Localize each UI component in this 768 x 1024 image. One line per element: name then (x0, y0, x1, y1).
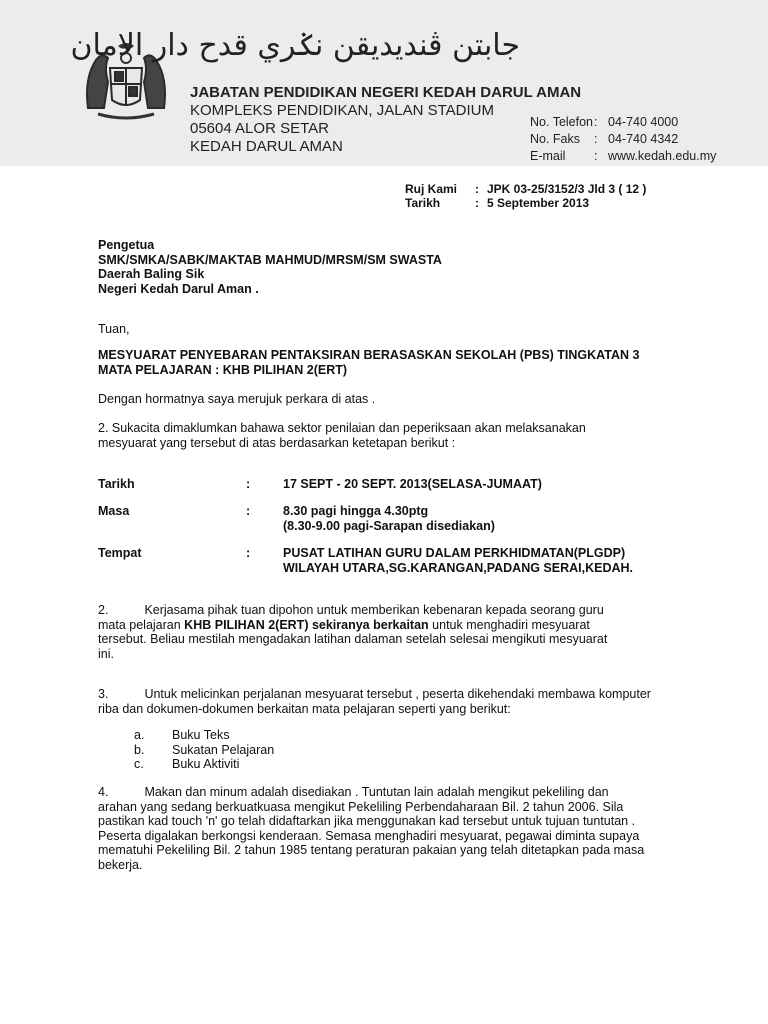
reference-separator: : (475, 182, 479, 196)
detail-key: Tarikh (98, 477, 135, 491)
reference-value: JPK 03-25/3152/3 Jld 3 ( 12 ) (487, 182, 647, 196)
intro-text: Dengan hormatnya saya merujuk perkara di atas . (98, 392, 376, 406)
list-marker: b. (134, 742, 145, 757)
contact-row (530, 131, 716, 148)
recipient-line: Pengetua (98, 238, 155, 252)
recipient-line: SMK/SMKA/SABK/MAKTAB MAHMUD/MRSM/SM SWASTA (98, 252, 442, 267)
paragraph-2 (98, 603, 607, 661)
detail-value: WILAYAH UTARA,SG.KARANGAN,PADANG SERAI,KEDAH. (283, 560, 634, 575)
list-marker: a. (134, 728, 145, 742)
paragraph-line: tersebut. Beliau mestilah mengadakan latihan dalaman setelah selesai mengikuti mesyuarat (98, 632, 608, 646)
detail-value: 17 SEPT - 20 SEPT. 2013(SELASA-JUMAAT) (283, 477, 542, 491)
contact-label: No. Telefon (530, 115, 594, 129)
contact-value: 04-740 4342 (608, 132, 679, 146)
address-line: KEDAH DARUL AMAN (190, 138, 343, 155)
list-item (134, 743, 274, 758)
list-item (134, 757, 274, 772)
reference-row (405, 196, 646, 210)
paragraph-text: mata pelajaran (98, 617, 185, 632)
list-marker: c. (134, 757, 144, 771)
contact-row (530, 114, 716, 131)
paragraph-number: 4. (98, 785, 109, 799)
detail-key: Masa (98, 504, 130, 518)
contact-row (530, 148, 716, 165)
paragraph-line: mesyuarat yang tersebut di atas berdasarkan ketetapan berikut : (98, 435, 456, 450)
highlight-text: KHB PILIHAN 2(ERT) sekiranya berkaitan (184, 617, 429, 632)
reference-block (405, 182, 646, 210)
paragraph-line: riba dan dokumen-dokumen berkaitan mata pelajaran seperti yang berikut: (98, 701, 511, 716)
list-item (134, 728, 274, 743)
address-line: 05604 ALOR SETAR (190, 120, 329, 137)
detail-value: (8.30-9.00 pagi-Sarapan disediakan) (283, 518, 495, 533)
detail-value: PUSAT LATIHAN GURU DALAM PERKHIDMATAN(PLGDP) (283, 546, 626, 560)
reference-value: 5 September 2013 (487, 196, 590, 210)
contact-separator: : (594, 149, 598, 163)
department-name: JABATAN PENDIDIKAN NEGERI KEDAH DARUL AMAN (190, 84, 582, 101)
contact-separator: : (594, 132, 598, 146)
list-text: Buku Aktiviti (172, 757, 240, 771)
paragraph-4 (98, 785, 644, 872)
paragraph-line (98, 687, 651, 702)
recipient-line: Daerah Baling Sik (98, 267, 205, 281)
contact-label: E-mail (530, 149, 566, 163)
reference-label: Ruj Kami (405, 182, 458, 196)
address-line: KOMPLEKS PENDIDIKAN, JALAN STADIUM (190, 102, 494, 119)
recipient-line: Negeri Kedah Darul Aman . (98, 281, 259, 296)
paragraph-line: mematuhi Pekeliling Bil. 2 tahun 1985 tentang peraturan pakaian yang telah ditetapkan pada masa (98, 843, 645, 857)
detail-separator: : (246, 477, 251, 491)
reference-row (405, 182, 646, 196)
paragraph-line (98, 785, 644, 800)
contact-block (530, 114, 716, 165)
contact-value: 04-740 4000 (608, 115, 679, 129)
item-list (134, 728, 274, 772)
paragraph-line: ini. (98, 646, 114, 661)
paragraph-number: 2. (98, 603, 109, 617)
letterhead (0, 0, 768, 166)
contact-separator: : (594, 115, 598, 129)
paragraph-number: 3. (98, 687, 109, 701)
paragraph-line: pastikan kad touch 'n' go telah didaftarkan jika menggunakan kad tersebut untuk tujuan tuntutan . (98, 814, 636, 828)
paragraph-text: Makan dan minum adalah disediakan . Tuntutan lain adalah mengikut pekeliling dan (144, 785, 609, 799)
department-address (190, 84, 581, 156)
contact-label: No. Faks (530, 132, 581, 146)
subject-line: MATA PELAJARAN : KHB PILIHAN 2(ERT) (98, 362, 348, 377)
paragraph-text: Untuk melicinkan perjalanan mesyuarat tersebut , peserta dikehendaki membawa komputer (144, 687, 651, 701)
reference-label: Tarikh (405, 196, 441, 210)
paragraph-line: bekerja. (98, 857, 143, 872)
list-text: Sukatan Pelajaran (172, 742, 275, 757)
paragraph-line: Peserta digalakan berkongsi kenderaan. Semasa menghadiri mesyuarat, pegawai diminta supaya (98, 828, 640, 843)
paragraph-line: 2. Sukacita dimaklumkan bahawa sektor penilaian dan peperiksaan akan melaksanakan (98, 421, 586, 435)
paragraph-line (98, 618, 607, 633)
paragraph-text: Kerjasama pihak tuan dipohon untuk memberikan kebenaran kepada seorang guru (144, 603, 604, 617)
list-text: Buku Teks (172, 728, 230, 742)
paragraph-3 (98, 687, 651, 716)
recipient-block (98, 238, 442, 296)
detail-key: Tempat (98, 546, 142, 560)
subject-line: MESYUARAT PENYEBARAN PENTAKSIRAN BERASASKAN SEKOLAH (PBS) TINGKATAN 3 (98, 348, 640, 362)
paragraph-text: untuk menghadiri mesyuarat (428, 617, 590, 632)
paragraph-1 (98, 421, 586, 450)
contact-value: www.kedah.edu.my (608, 149, 717, 163)
detail-separator: : (246, 546, 251, 560)
reference-separator: : (475, 196, 479, 210)
paragraph-line: arahan yang sedang berkuatkuasa mengikut Pekeliling Perbendaharaan Bil. 2 tahun 2006. Sila (98, 799, 624, 814)
paragraph-line (98, 603, 607, 618)
jawi-letterhead: جابتن ڤنديديقن نݢري قدح دار الامان (70, 28, 520, 63)
detail-value: 8.30 pagi hingga 4.30ptg (283, 504, 429, 518)
detail-separator: : (246, 504, 251, 518)
salutation: Tuan, (98, 322, 130, 336)
subject-heading (98, 348, 639, 377)
